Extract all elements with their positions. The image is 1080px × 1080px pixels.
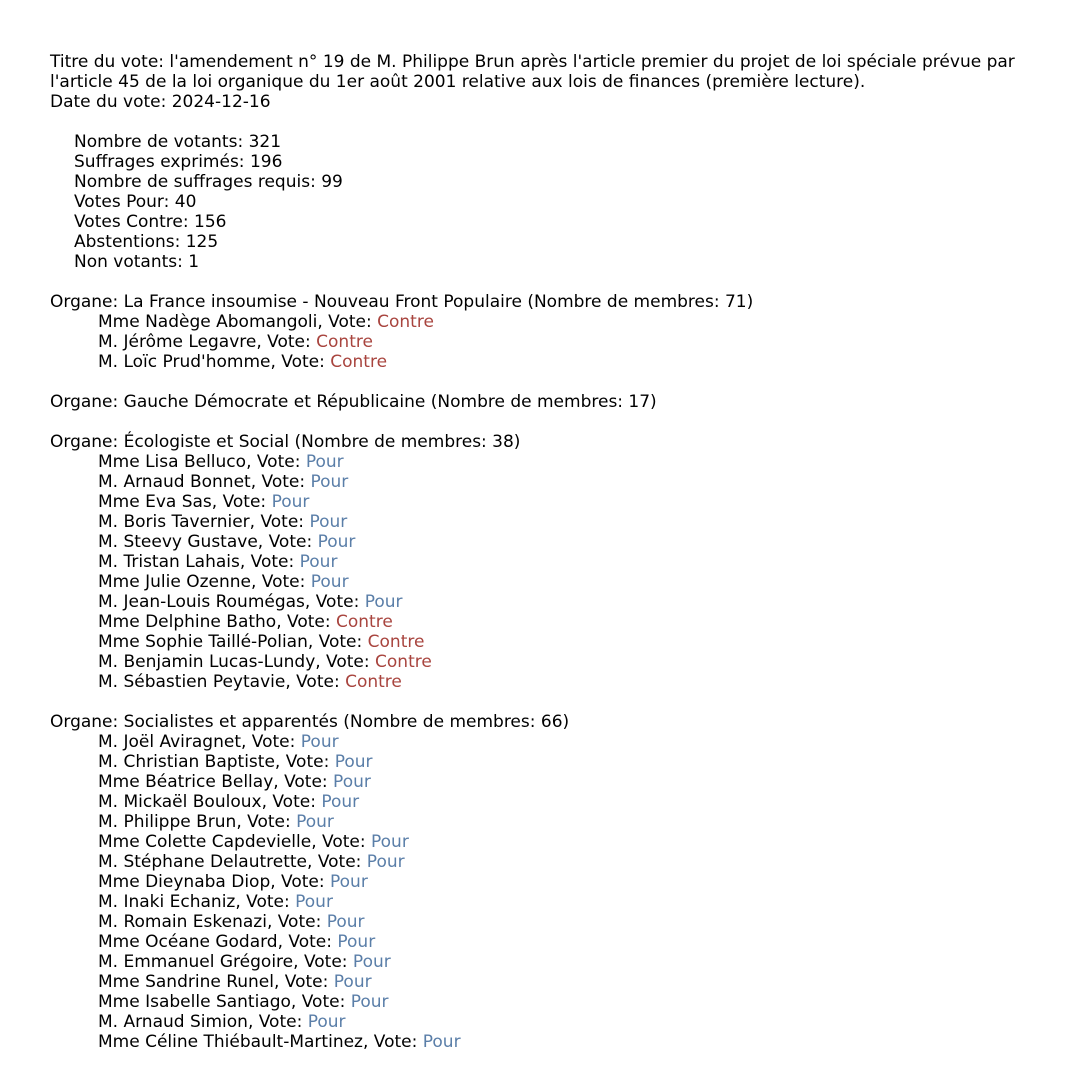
summary-line (50, 252, 1080, 272)
member-name: M. Christian Baptiste (98, 752, 275, 772)
vote-label: , Vote: (235, 892, 296, 912)
vote-date-label: Date du vote: (50, 92, 172, 112)
member-name: M. Jérôme Legavre (98, 332, 257, 352)
member-name: Mme Océane Godard (98, 932, 278, 952)
organe-member-count: (Nombre de membres: 17) (425, 392, 657, 412)
summary-line (50, 212, 1080, 232)
member-name: M. Philippe Brun (98, 812, 237, 832)
vote-label: , Vote: (362, 1032, 423, 1052)
member-vote: Pour (317, 532, 356, 552)
member-row (50, 892, 1080, 912)
spacer (50, 272, 1080, 292)
member-row (50, 732, 1080, 752)
organe-header (50, 392, 1080, 412)
member-row (50, 832, 1080, 852)
member-vote: Contre (336, 612, 393, 632)
organe-name: La France insoumise - Nouveau Front Populaire (123, 292, 522, 312)
member-vote: Contre (330, 352, 388, 372)
member-vote: Contre (367, 632, 425, 652)
organe-member-count: (Nombre de membres: 38) (289, 432, 521, 452)
summary-label: Nombre de suffrages requis: (74, 172, 322, 192)
summary-line (50, 192, 1080, 212)
member-vote: Pour (321, 792, 360, 812)
member-row (50, 672, 1080, 692)
member-vote: Pour (371, 832, 409, 852)
organe-name: Gauche Démocrate et Républicaine (123, 392, 426, 412)
summary-value: 156 (194, 212, 227, 232)
member-row (50, 752, 1080, 772)
member-row (50, 932, 1080, 952)
member-row (50, 612, 1080, 632)
member-vote: Pour (333, 972, 372, 992)
member-name: Mme Dieynaba Diop (98, 872, 271, 892)
member-row (50, 332, 1080, 352)
member-row (50, 632, 1080, 652)
summary-value: 1 (188, 252, 200, 272)
summary-value: 321 (248, 132, 282, 152)
organe-label: Organe: (50, 432, 124, 452)
member-vote: Pour (350, 992, 389, 1012)
spacer (50, 412, 1080, 432)
vote-label: , Vote: (290, 992, 351, 1012)
vote-date-value: 2024-12-16 (171, 92, 271, 112)
vote-label: , Vote: (293, 952, 353, 972)
vote-label: , Vote: (274, 752, 335, 772)
member-name: Mme Céline Thiébault-Martinez (98, 1032, 363, 1052)
summary-line (50, 132, 1080, 152)
vote-title-label: Titre du vote: (50, 52, 170, 72)
member-name: M. Emmanuel Grégoire (98, 952, 294, 972)
spacer (50, 372, 1080, 392)
member-name: Mme Eva Sas (98, 492, 212, 512)
member-row (50, 652, 1080, 672)
vote-title-text-1: l'amendement n° 19 de M. Philippe Brun après l'article premier du projet de loi spéciale prévue par (169, 52, 1015, 72)
member-vote: Contre (345, 672, 402, 692)
member-name: M. Jean-Louis Roumégas (98, 592, 305, 612)
member-row (50, 512, 1080, 532)
vote-label: , Vote: (315, 652, 376, 672)
member-vote: Pour (366, 852, 405, 872)
vote-label: , Vote: (241, 732, 301, 752)
summary-label: Votes Contre: (74, 212, 195, 232)
vote-label: , Vote: (239, 552, 300, 572)
spacer (50, 112, 1080, 132)
summary-line (50, 172, 1080, 192)
member-vote: Pour (333, 772, 371, 792)
member-vote: Contre (377, 312, 434, 332)
summary-line (50, 152, 1080, 172)
vote-label: , Vote: (307, 852, 367, 872)
member-row (50, 872, 1080, 892)
summary-value: 196 (249, 152, 283, 172)
member-row (50, 852, 1080, 872)
member-name: M. Benjamin Lucas-Lundy (98, 652, 316, 672)
member-name: M. Boris Tavernier (98, 512, 250, 532)
member-name: Mme Delphine Batho (98, 612, 277, 632)
member-row (50, 452, 1080, 472)
member-vote: Pour (337, 932, 376, 952)
spacer (50, 692, 1080, 712)
vote-label: , Vote: (274, 972, 334, 992)
summary-value: 99 (321, 172, 343, 192)
vote-document (50, 52, 1080, 1052)
member-name: Mme Béatrice Bellay (98, 772, 274, 792)
member-row (50, 772, 1080, 792)
member-row (50, 312, 1080, 332)
member-vote: Pour (326, 912, 365, 932)
member-row (50, 912, 1080, 932)
summary-label: Votes Pour: (74, 192, 175, 212)
member-row (50, 952, 1080, 972)
organe-list (50, 292, 1080, 1052)
member-name: M. Inaki Echaniz (98, 892, 236, 912)
member-vote: Pour (334, 752, 373, 772)
vote-title-line-2: l'article 45 de la loi organique du 1er août 2001 relative aux lois de finances (première lecture). (50, 72, 866, 92)
summary-label: Nombre de votants: (74, 132, 249, 152)
member-name: M. Loïc Prud'homme (98, 352, 271, 372)
organe-member-count: (Nombre de membres: 66) (337, 712, 570, 732)
vote-label: , Vote: (246, 452, 306, 472)
organe-name: Écologiste et Social (123, 432, 290, 452)
vote-label: , Vote: (236, 812, 297, 832)
vote-label: , Vote: (311, 832, 371, 852)
vote-label: , Vote: (277, 932, 338, 952)
member-vote: Pour (330, 872, 368, 892)
summary-label: Suffrages exprimés: (74, 152, 250, 172)
member-row (50, 592, 1080, 612)
vote-label: , Vote: (307, 632, 368, 652)
member-vote: Pour (307, 1012, 346, 1032)
vote-label: , Vote: (317, 312, 378, 332)
member-row (50, 1012, 1080, 1032)
member-vote: Contre (375, 652, 432, 672)
member-row (50, 792, 1080, 812)
vote-label: , Vote: (249, 512, 310, 532)
member-row (50, 472, 1080, 492)
summary-value: 125 (185, 232, 219, 252)
member-row (50, 552, 1080, 572)
member-row (50, 572, 1080, 592)
member-vote: Pour (271, 492, 310, 512)
vote-label: , Vote: (270, 872, 331, 892)
member-name: M. Arnaud Simion (98, 1012, 248, 1032)
summary-label: Non votants: (74, 252, 189, 272)
organe-header (50, 432, 1080, 452)
member-name: M. Joël Aviragnet (98, 732, 241, 752)
organe-name: Socialistes et apparentés (123, 712, 338, 732)
member-name: M. Tristan Lahais (98, 552, 240, 572)
member-row (50, 992, 1080, 1012)
member-name: Mme Julie Ozenne (98, 572, 251, 592)
organe-label: Organe: (50, 392, 124, 412)
vote-label: , Vote: (211, 492, 272, 512)
member-name: Mme Nadège Abomangoli (98, 312, 318, 332)
vote-label: , Vote: (261, 792, 322, 812)
member-row (50, 532, 1080, 552)
member-vote: Pour (305, 452, 344, 472)
member-row (50, 812, 1080, 832)
member-vote: Pour (300, 732, 339, 752)
member-vote: Pour (299, 552, 338, 572)
vote-label: , Vote: (285, 672, 346, 692)
member-vote: Pour (309, 512, 348, 532)
member-vote: Pour (310, 572, 349, 592)
vote-label: , Vote: (270, 352, 331, 372)
member-name: M. Arnaud Bonnet (98, 472, 251, 492)
vote-title-line-1 (50, 52, 1080, 72)
member-name: Mme Sandrine Runel (98, 972, 274, 992)
member-name: Mme Isabelle Santiago (98, 992, 291, 1012)
organe-header (50, 712, 1080, 732)
member-vote: Pour (296, 812, 334, 832)
member-name: M. Steevy Gustave (98, 532, 258, 552)
vote-label: , Vote: (276, 612, 336, 632)
member-vote: Pour (364, 592, 403, 612)
member-name: M. Stéphane Delautrette (98, 852, 308, 872)
member-vote: Contre (316, 332, 373, 352)
vote-label: , Vote: (257, 532, 318, 552)
member-vote: Pour (352, 952, 391, 972)
organe-member-count: (Nombre de membres: 71) (521, 292, 754, 312)
member-vote: Pour (422, 1032, 461, 1052)
vote-label: , Vote: (250, 472, 311, 492)
organe-label: Organe: (50, 292, 124, 312)
member-name: M. Romain Eskenazi (98, 912, 267, 932)
member-name: Mme Lisa Belluco (98, 452, 247, 472)
summary-line (50, 232, 1080, 252)
vote-label: , Vote: (256, 332, 317, 352)
vote-label: , Vote: (266, 912, 327, 932)
summary-value: 40 (174, 192, 197, 212)
summary-label: Abstentions: (74, 232, 186, 252)
member-row (50, 1032, 1080, 1052)
vote-date (50, 92, 1080, 112)
vote-label: , Vote: (273, 772, 334, 792)
member-vote: Pour (310, 472, 349, 492)
member-row (50, 492, 1080, 512)
vote-label: , Vote: (250, 572, 311, 592)
member-row (50, 352, 1080, 372)
member-name: M. Sébastien Peytavie (98, 672, 286, 692)
vote-label: , Vote: (304, 592, 365, 612)
organe-header (50, 292, 1080, 312)
member-name: Mme Colette Capdevielle (98, 832, 312, 852)
organe-label: Organe: (50, 712, 124, 732)
member-vote: Pour (295, 892, 333, 912)
vote-label: , Vote: (247, 1012, 308, 1032)
vote-summary (50, 132, 1080, 272)
member-name: M. Mickaël Bouloux (98, 792, 262, 812)
member-row (50, 972, 1080, 992)
member-name: Mme Sophie Taillé-Polian (98, 632, 308, 652)
